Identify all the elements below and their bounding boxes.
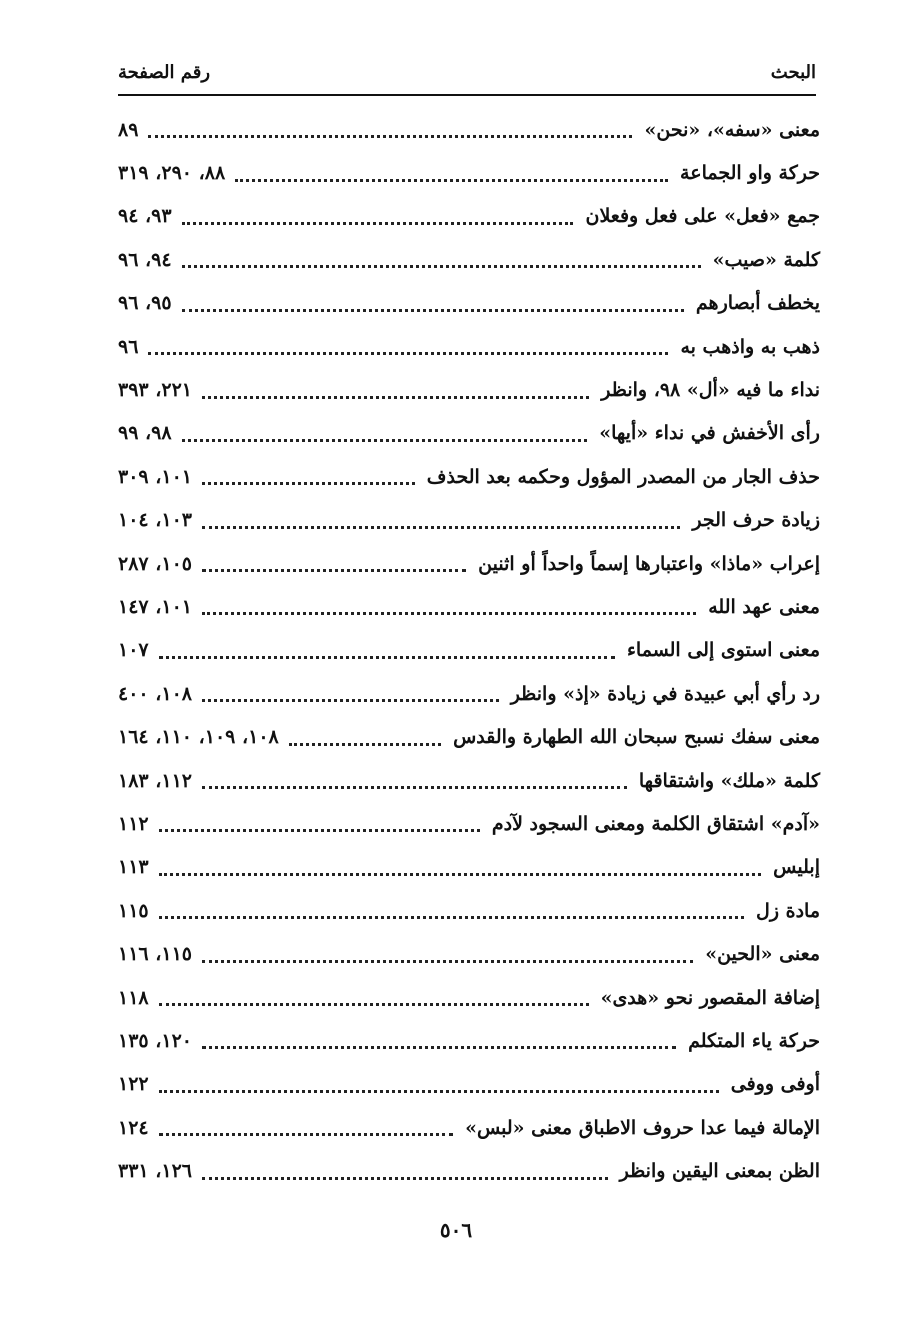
index-entry-row <box>118 542 820 585</box>
index-entry-topic: جمع «فعل» على فعل وفعلان <box>585 205 820 228</box>
dotted-leader <box>202 569 466 572</box>
index-entry-row <box>118 932 820 975</box>
page-number: ٥٠٦ <box>439 1218 473 1242</box>
index-entry-row <box>118 1019 820 1062</box>
index-entry-pages: ١١٥، ١١٦ <box>118 943 192 966</box>
dotted-leader <box>182 309 684 312</box>
index-entry-row <box>118 455 820 498</box>
index-entry-topic: ذهب به واذهب به <box>680 335 820 358</box>
dotted-leader <box>202 786 627 789</box>
dotted-leader <box>148 352 668 355</box>
index-entry-row <box>118 108 820 151</box>
index-entry-pages: ١١٣ <box>118 856 149 879</box>
index-entry-topic: الإمالة فيما عدا حروف الاطباق معنى «لبس» <box>465 1116 820 1139</box>
index-entry-topic: زيادة حرف الجر <box>692 509 820 532</box>
dotted-leader <box>159 829 480 832</box>
index-entry-pages: ١١٥ <box>118 899 149 922</box>
index-entry-topic: حذف الجار من المصدر المؤول وحكمه بعد الحذف <box>426 465 820 488</box>
index-entry-topic: كلمة «ملك» واشتقاقها <box>638 769 820 792</box>
index-entry-row <box>118 1149 820 1192</box>
index-entry-pages: ٩٥، ٩٦ <box>118 292 172 315</box>
index-entry-pages: ١١٨ <box>118 986 149 1009</box>
index-entry-topic: معنى «سفه»، «نحن» <box>644 118 820 141</box>
index-entry-row <box>118 325 820 368</box>
dotted-leader <box>159 1003 589 1006</box>
index-entry-topic: معنى عهد الله <box>708 595 820 618</box>
dotted-leader <box>159 873 762 876</box>
index-entry-row <box>118 889 820 932</box>
dotted-leader <box>148 135 632 138</box>
index-entry-row <box>118 282 820 325</box>
index-entry-pages: ١٠٨، ٤٠٠ <box>118 682 192 705</box>
index-entry-pages: ١١٢، ١٨٣ <box>118 769 192 792</box>
dotted-leader <box>289 743 441 746</box>
index-entry-pages: ٩٨، ٩٩ <box>118 422 172 445</box>
index-entry-pages: ١١٢ <box>118 812 149 835</box>
dotted-leader <box>182 439 588 442</box>
index-entry-topic: إضافة المقصور نحو «هدى» <box>600 986 820 1009</box>
index-entry-topic: إعراب «ماذا» واعتبارها إسماً واحداً أو اثنين <box>478 552 820 575</box>
index-entry-pages: ١٢٠، ١٣٥ <box>118 1029 192 1052</box>
index-entry-topic: كلمة «صيب» <box>712 248 820 271</box>
index-entry-row <box>118 802 820 845</box>
index-entry-topic: أوفى ووفى <box>730 1073 820 1096</box>
index-entry-row <box>118 195 820 238</box>
index-entry-topic: معنى سفك نسبح سبحان الله الطهارة والقدس <box>453 726 820 749</box>
dotted-leader <box>202 396 589 399</box>
dotted-leader <box>159 1090 719 1093</box>
index-entry-pages: ١٠١، ٣٠٩ <box>118 465 192 488</box>
dotted-leader <box>182 222 574 225</box>
index-entry-topic: رد رأي أبي عبيدة في زيادة «إذ» وانظر <box>510 682 820 705</box>
index-entry-pages: ٩٤، ٩٦ <box>118 248 172 271</box>
index-entry-topic: حركة ياء المتكلم <box>688 1029 820 1052</box>
dotted-leader <box>202 1177 608 1180</box>
dotted-leader <box>202 1046 676 1049</box>
index-entry-row <box>118 672 820 715</box>
index-entry-topic: معنى استوى إلى السماء <box>626 639 820 662</box>
index-entry-row <box>118 499 820 542</box>
index-entry-pages: ٢٢١، ٣٩٣ <box>118 379 192 402</box>
dotted-leader <box>202 960 693 963</box>
index-entry-row <box>118 976 820 1019</box>
index-entry-topic: الظن بمعنى اليقين وانظر <box>619 1160 820 1183</box>
index-entry-row <box>118 151 820 194</box>
index-entry-topic: مادة زل <box>756 899 820 922</box>
index-entry-pages: ٩٣، ٩٤ <box>118 205 172 228</box>
index-entry-pages: ١٢٢ <box>118 1073 149 1096</box>
index-entry-row <box>118 585 820 628</box>
index-entry-topic: رأى الأخفش في نداء «أيها» <box>599 422 820 445</box>
index-entry-topic: إبليس <box>773 856 820 879</box>
page-header <box>118 60 816 96</box>
dotted-leader <box>202 699 499 702</box>
index-entry-pages: ١٠٧ <box>118 639 149 662</box>
index-entry-pages: ١٢٦، ٣٣١ <box>118 1160 192 1183</box>
index-entry-row <box>118 1063 820 1106</box>
index-entries-list <box>118 108 820 1193</box>
dotted-leader <box>202 612 696 615</box>
index-entry-row <box>118 412 820 455</box>
index-entry-topic: يخطف أبصارهم <box>695 292 820 315</box>
index-entry-row <box>118 238 820 281</box>
index-entry-topic: حركة واو الجماعة <box>680 162 820 185</box>
index-entry-pages: ٨٩ <box>118 118 139 141</box>
index-entry-row <box>118 629 820 672</box>
index-entry-topic: نداء ما فيه «أل» ٩٨، وانظر <box>601 379 820 402</box>
index-entry-row <box>118 1106 820 1149</box>
index-entry-pages: ١٢٤ <box>118 1116 149 1139</box>
index-entry-topic: معنى «الحين» <box>705 943 820 966</box>
dotted-leader <box>235 179 668 182</box>
index-entry-row <box>118 368 820 411</box>
index-entry-row <box>118 846 820 889</box>
dotted-leader <box>159 656 615 659</box>
dotted-leader <box>159 916 744 919</box>
dotted-leader <box>159 1133 453 1136</box>
header-page-number-label: رقم الصفحة <box>118 62 211 83</box>
index-entry-pages: ١٠٨، ١٠٩، ١١٠، ١٦٤ <box>118 726 279 749</box>
index-entry-topic: «آدم» اشتقاق الكلمة ومعنى السجود لآدم <box>491 812 820 835</box>
index-entry-row <box>118 759 820 802</box>
dotted-leader <box>202 482 415 485</box>
index-entry-pages: ٩٦ <box>118 335 139 358</box>
index-entry-row <box>118 715 820 758</box>
header-topic-label: البحث <box>770 62 816 83</box>
dotted-leader <box>182 265 701 268</box>
index-entry-pages: ١٠١، ١٤٧ <box>118 595 192 618</box>
index-entry-pages: ٨٨، ٢٩٠، ٣١٩ <box>118 162 226 185</box>
index-entry-pages: ١٠٣، ١٠٤ <box>118 509 192 532</box>
dotted-leader <box>202 526 680 529</box>
index-entry-pages: ١٠٥، ٢٨٧ <box>118 552 192 575</box>
